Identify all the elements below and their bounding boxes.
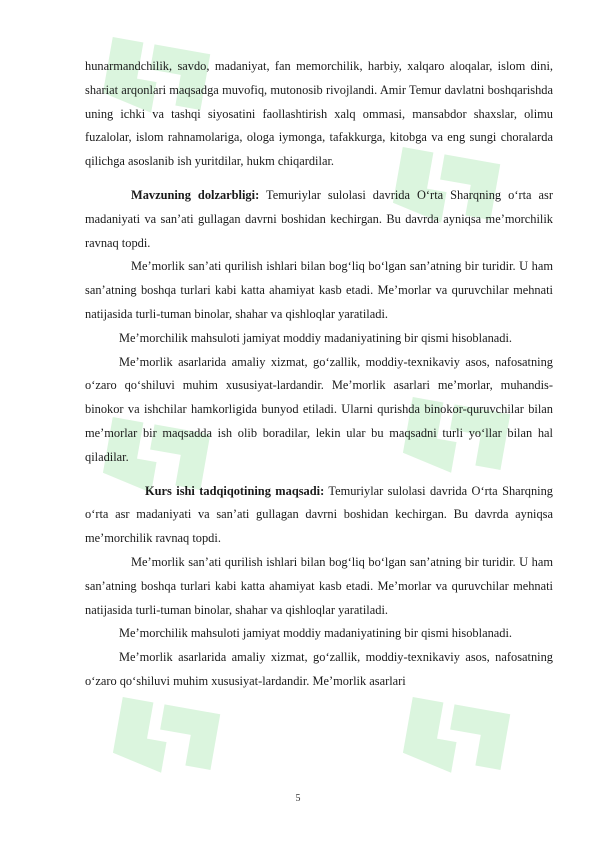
paragraph-intro: hunarmandchilik, savdo, madaniyat, fan memorchilik, harbiy, xalqaro aloqalar, islom dini, shariat arqonlari maqsadga muvofiq, mutonosib rivojlandi. Amir Temur davlatni boshqarishda uning ichki va tashqi siyosatini faollashtirish xalq ommasi, mansabdor shaxslar, olimu fuzalolar, islom rahnamolariga, ologa iymonga, tafakkurga, kitobga va eng sungi choralarda qilichga asoslanib ish yuritdilar, hukm chiqardilar.: [85, 59, 553, 169]
goal-heading: Kurs ishi tadqiqotining maqsadi:: [145, 483, 325, 498]
relevance-text: Temuriylar sulolasi davrida O‘rta Sharqning o‘rta asr madaniyati va san’ati gullagan davrni boshidan kechirgan. Bu davrda ayniqsa me’morchilik ravnaq topdi.: [85, 187, 553, 250]
paragraph-architecture-art: Me’morlik san’ati qurilish ishlari bilan bog‘liq bo‘lgan san’atning bir turidir. U ham san’atning boshqa turlari kabi katta ahamiyat kasb etadi. Me’morlar va quruvchilar mehnati natijasida turli-tuman binolar, shahar va qishloqlar yaratiladi.: [85, 259, 553, 321]
goal-text: Temuriylar sulolasi davrida O‘rta Sharqning o‘rta asr madaniyati va san’ati gullagan davrni boshidan kechirgan. Bu davrda ayniqsa me’morchilik ravnaq topdi.: [85, 483, 554, 546]
paragraph-architecture-product-2: Me’morchilik mahsuloti jamiyat moddiy madaniyatining bir qismi hisoblanadi.: [119, 626, 513, 641]
relevance-heading: Mavzuning dolzarbligi:: [131, 187, 260, 202]
paragraph-relevance: [85, 184, 553, 255]
page-number: 5: [295, 793, 301, 804]
paragraph-architecture-works-2: Me’morlik asarlarida amaliy xizmat, go‘zallik, moddiy-texnikaviy asos, nafosatning o‘zaro qo‘shiluvi muhim xususiyat-lardandir. Me’morlik asarlari: [85, 650, 553, 688]
paragraph-architecture-product: Me’morchilik mahsuloti jamiyat moddiy madaniyatining bir qismi hisoblanadi.: [119, 330, 513, 345]
paragraph-goal: [85, 480, 553, 551]
body-text: [85, 55, 553, 694]
paragraph-architecture-art-2: Me’morlik san’ati qurilish ishlari bilan bog‘liq bo‘lgan san’atning bir turidir. U ham san’atning boshqa turlari kabi katta ahamiyat kasb etadi. Me’morlar va quruvchilar mehnati natijasida turli-tuman binolar, shahar va qishloqlar yaratiladi.: [85, 554, 553, 617]
paragraph-architecture-works: Me’morlik asarlarida amaliy xizmat, go‘zallik, moddiy-texnikaviy asos, nafosatning o‘zaro qo‘shiluvi muhim xususiyat-lardandir. Me’morlik asarlari me’morlar, muhandis-binokor va ishchilar hamkorligida bunyod etiladi. Ularni qurishda binokor-quruvchilar bilan me’morlar bir maqsadda ish olib boradilar, lekin ular bu maqsadni turli yo‘llar bilan hal qiladilar.: [85, 354, 553, 464]
